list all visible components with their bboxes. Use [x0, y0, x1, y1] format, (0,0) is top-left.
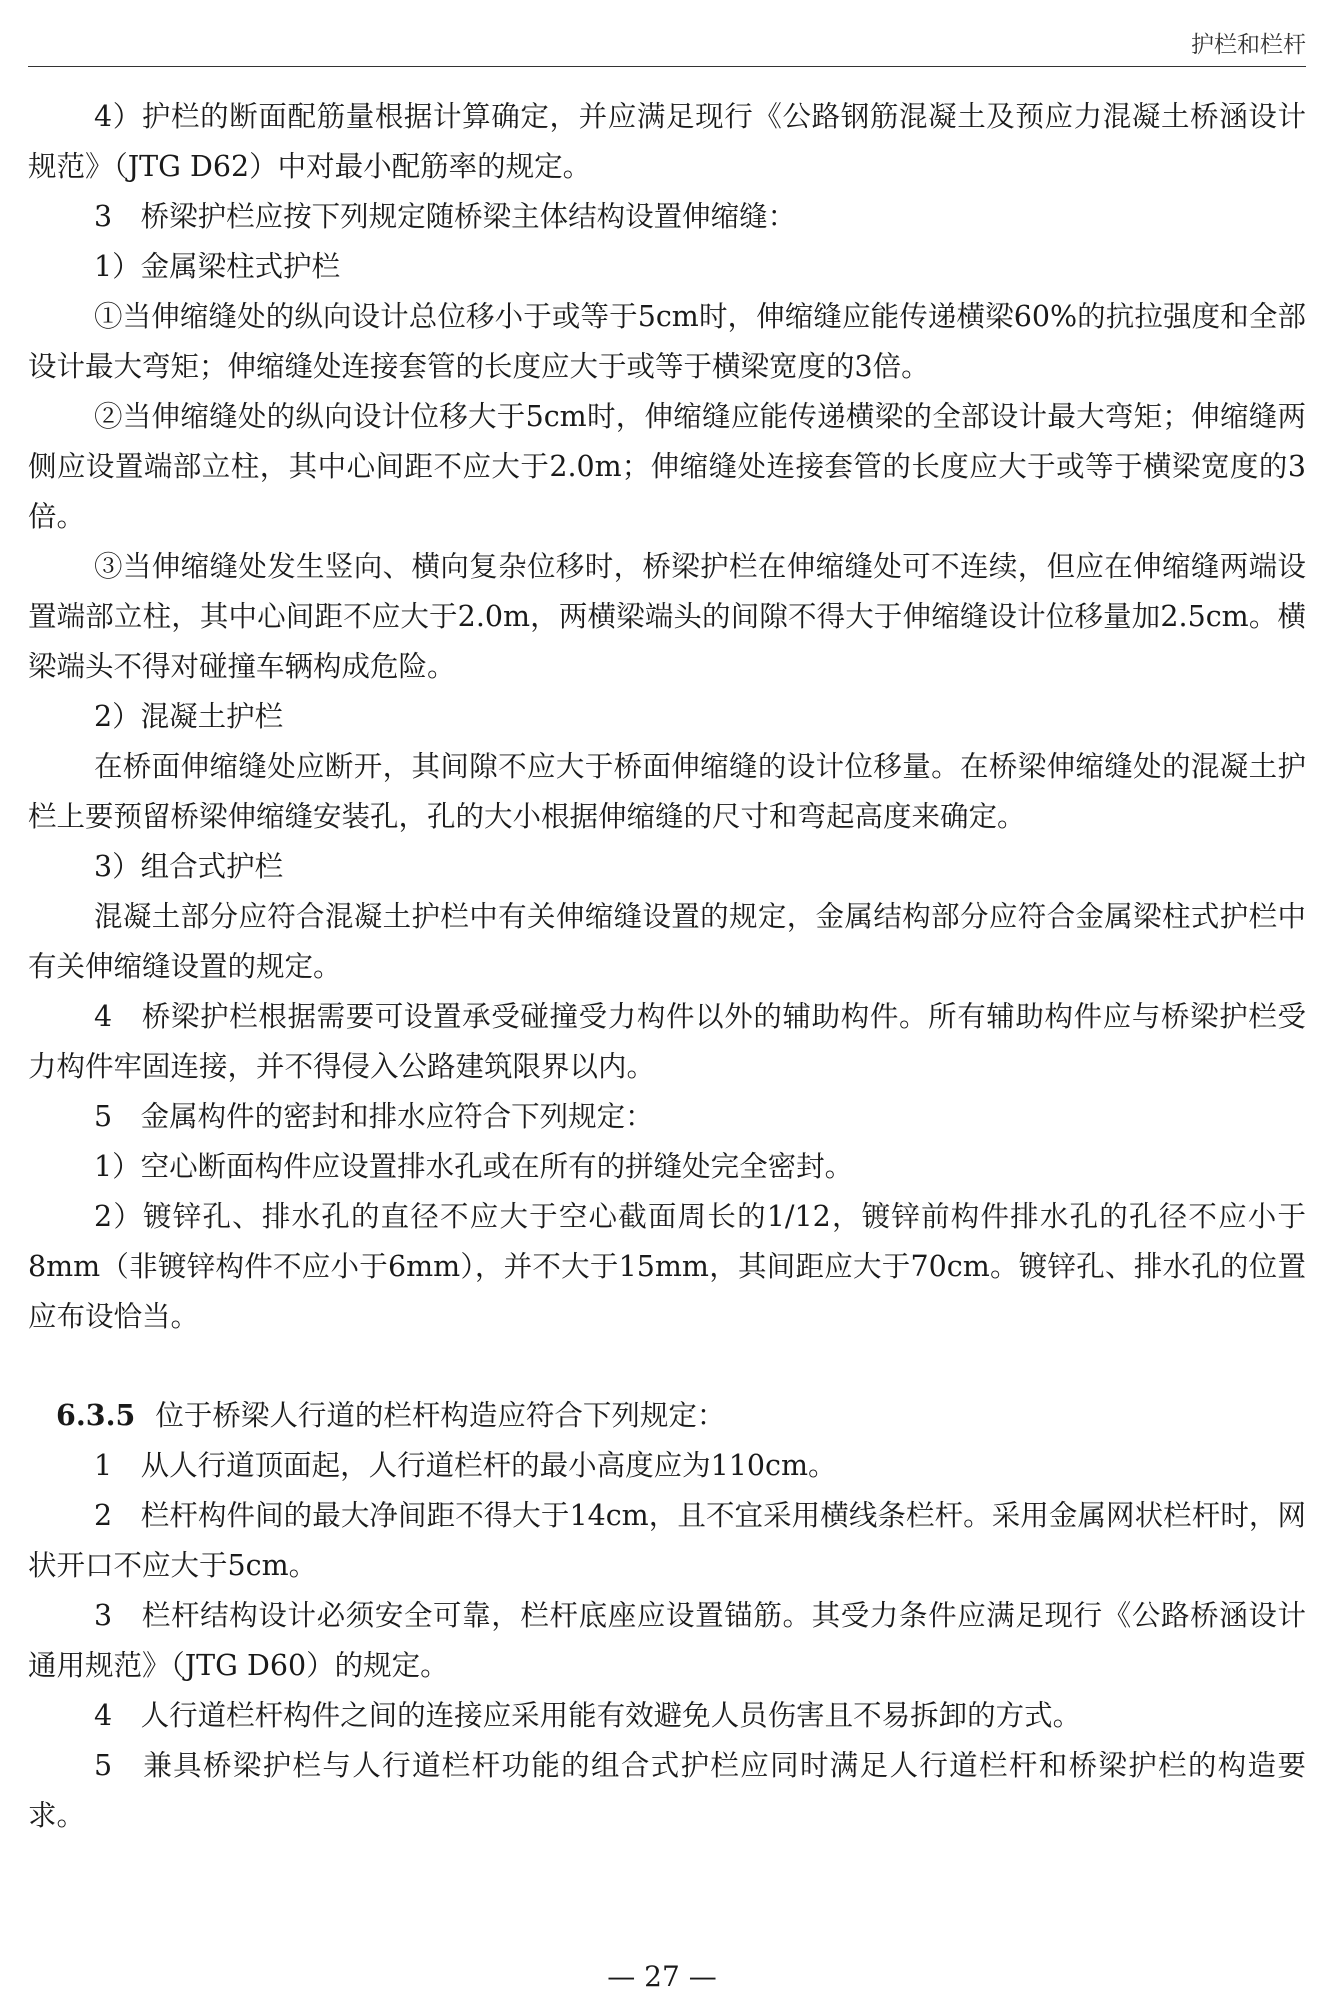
paragraph: 2）镀锌孔、排水孔的直径不应大于空心截面周长的1/12，镀锌前构件排水孔的孔径不应小于8mm（非镀锌构件不应小于6mm），并不大于15mm，其间距应大于70cm。镀锌孔、排水孔的位置应布设恰当。 [28, 1200, 1306, 1333]
section-title: 位于桥梁人行道的栏杆构造应符合下列规定： [155, 1399, 726, 1432]
paragraph: ①当伸缩缝处的纵向设计总位移小于或等于5cm时，伸缩缝应能传递横梁60%的抗拉强度和全部设计最大弯矩；伸缩缝处连接套管的长度应大于或等于横梁宽度的3倍。 [28, 300, 1306, 383]
running-title: 护栏和栏杆 [1191, 32, 1306, 58]
list-item: 2 栏杆构件间的最大净间距不得大于14cm，且不宜采用横线条栏杆。采用金属网状栏杆时，网状开口不应大于5cm。 [28, 1499, 1306, 1582]
page-body [28, 92, 1306, 1841]
paragraph: 3 桥梁护栏应按下列规定随桥梁主体结构设置伸缩缝： [94, 200, 797, 233]
paragraph: 1）空心断面构件应设置排水孔或在所有的拼缝处完全密封。 [94, 1150, 854, 1183]
page-header [28, 18, 1306, 67]
list-item: 5 兼具桥梁护栏与人行道栏杆功能的组合式护栏应同时满足人行道栏杆和桥梁护栏的构造要求。 [28, 1749, 1306, 1832]
paragraph: 2）混凝土护栏 [94, 700, 284, 733]
paragraph: 4 桥梁护栏根据需要可设置承受碰撞受力构件以外的辅助构件。所有辅助构件应与桥梁护栏受力构件牢固连接，并不得侵入公路建筑限界以内。 [28, 1000, 1306, 1083]
paragraph: 在桥面伸缩缝处应断开，其间隙不应大于桥面伸缩缝的设计位移量。在桥梁伸缩缝处的混凝土护栏上要预留桥梁伸缩缝安装孔，孔的大小根据伸缩缝的尺寸和弯起高度来确定。 [28, 750, 1306, 833]
paragraph: ②当伸缩缝处的纵向设计位移大于5cm时，伸缩缝应能传递横梁的全部设计最大弯矩；伸缩缝两侧应设置端部立柱，其中心间距不应大于2.0m；伸缩缝处连接套管的长度应大于或等于横梁宽度的3倍。 [28, 400, 1306, 533]
paragraph: 5 金属构件的密封和排水应符合下列规定： [94, 1100, 654, 1133]
paragraph: 1）金属梁柱式护栏 [94, 250, 341, 283]
section-number: 6.3.5 [56, 1398, 136, 1432]
section-heading [28, 1390, 1306, 1441]
list-item: 1 从人行道顶面起，人行道栏杆的最小高度应为110cm。 [94, 1449, 837, 1482]
list-item: 4 人行道栏杆构件之间的连接应采用能有效避免人员伤害且不易拆卸的方式。 [94, 1699, 1082, 1732]
list-item: 3 栏杆结构设计必须安全可靠，栏杆底座应设置锚筋。其受力条件应满足现行《公路桥涵设计通用规范》（JTG D60）的规定。 [28, 1599, 1306, 1682]
paragraph: 4）护栏的断面配筋量根据计算确定，并应满足现行《公路钢筋混凝土及预应力混凝土桥涵设计规范》（JTG D62）中对最小配筋率的规定。 [28, 100, 1306, 183]
paragraph: 混凝土部分应符合混凝土护栏中有关伸缩缝设置的规定，金属结构部分应符合金属梁柱式护栏中有关伸缩缝设置的规定。 [28, 900, 1306, 983]
page-number: — 27 — [607, 1960, 717, 1993]
paragraph: ③当伸缩缝处发生竖向、横向复杂位移时，桥梁护栏在伸缩缝处可不连续，但应在伸缩缝两端设置端部立柱，其中心间距不应大于2.0m，两横梁端头的间隙不得大于伸缩缝设计位移量加2.5cm。横梁端头不得对碰撞车辆构成危险。 [28, 550, 1306, 683]
section-gap [28, 1342, 1306, 1390]
paragraph: 3）组合式护栏 [94, 850, 284, 883]
